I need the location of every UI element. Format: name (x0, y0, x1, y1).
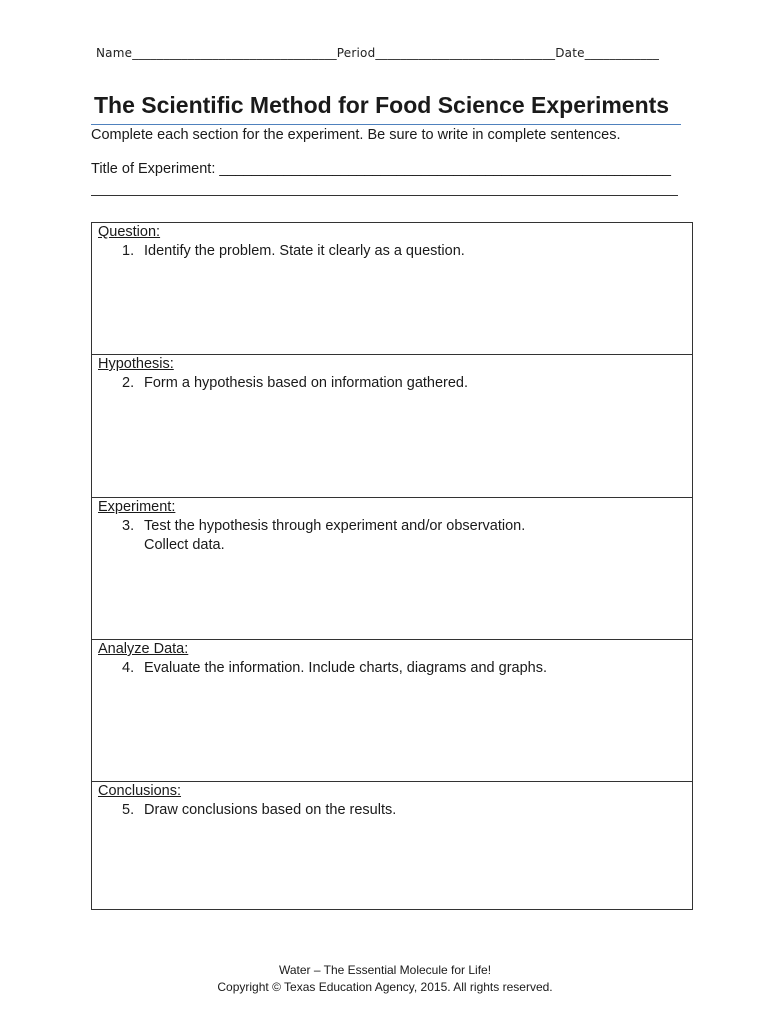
step-text: Draw conclusions based on the results. (144, 802, 397, 818)
step-number: 5. (122, 802, 135, 818)
section-step (122, 242, 465, 261)
step-text: Identify the problem. State it clearly as a question. (144, 243, 465, 259)
step-number: 3. (122, 518, 135, 534)
instructions-text: Complete each section for the experiment. Be sure to write in complete sentences. (91, 127, 621, 143)
section-step (122, 517, 525, 555)
title-underline (91, 124, 681, 125)
step-number: 4. (122, 660, 135, 676)
step-text: Test the hypothesis through experiment and/or observation. (144, 518, 526, 534)
name-period-date-line: Name_________________________________Period_____________________________Date____________ (96, 46, 660, 60)
step-number: 1. (122, 243, 135, 259)
section-step (122, 659, 547, 678)
step-text: Form a hypothesis based on information gathered. (144, 375, 469, 391)
section-heading: Question: (98, 224, 161, 240)
footer-tagline: Water – The Essential Molecule for Life! (278, 963, 492, 977)
section-conclusions (92, 782, 692, 909)
title-of-experiment-line: Title of Experiment: ________________________________________________________ (91, 161, 671, 177)
footer-copyright: Copyright © Texas Education Agency, 2015. All rights reserved. (217, 980, 553, 994)
section-experiment (92, 498, 692, 640)
section-question (92, 223, 692, 355)
section-step (122, 374, 468, 393)
section-heading: Hypothesis: (98, 356, 174, 372)
page-title: The Scientific Method for Food Science Experiments (94, 92, 670, 118)
section-hypothesis (92, 355, 692, 498)
section-analyze-data (92, 640, 692, 782)
title-continuation-line (91, 195, 678, 196)
page-footer (0, 962, 770, 996)
section-heading: Analyze Data: (98, 641, 189, 657)
section-step (122, 801, 396, 820)
step-number: 2. (122, 375, 135, 391)
section-heading: Conclusions: (98, 783, 182, 799)
section-heading: Experiment: (98, 499, 176, 515)
step-text: Evaluate the information. Include charts, diagrams and graphs. (144, 660, 548, 676)
step-text: Collect data. (144, 537, 225, 553)
worksheet-sections (91, 222, 693, 910)
